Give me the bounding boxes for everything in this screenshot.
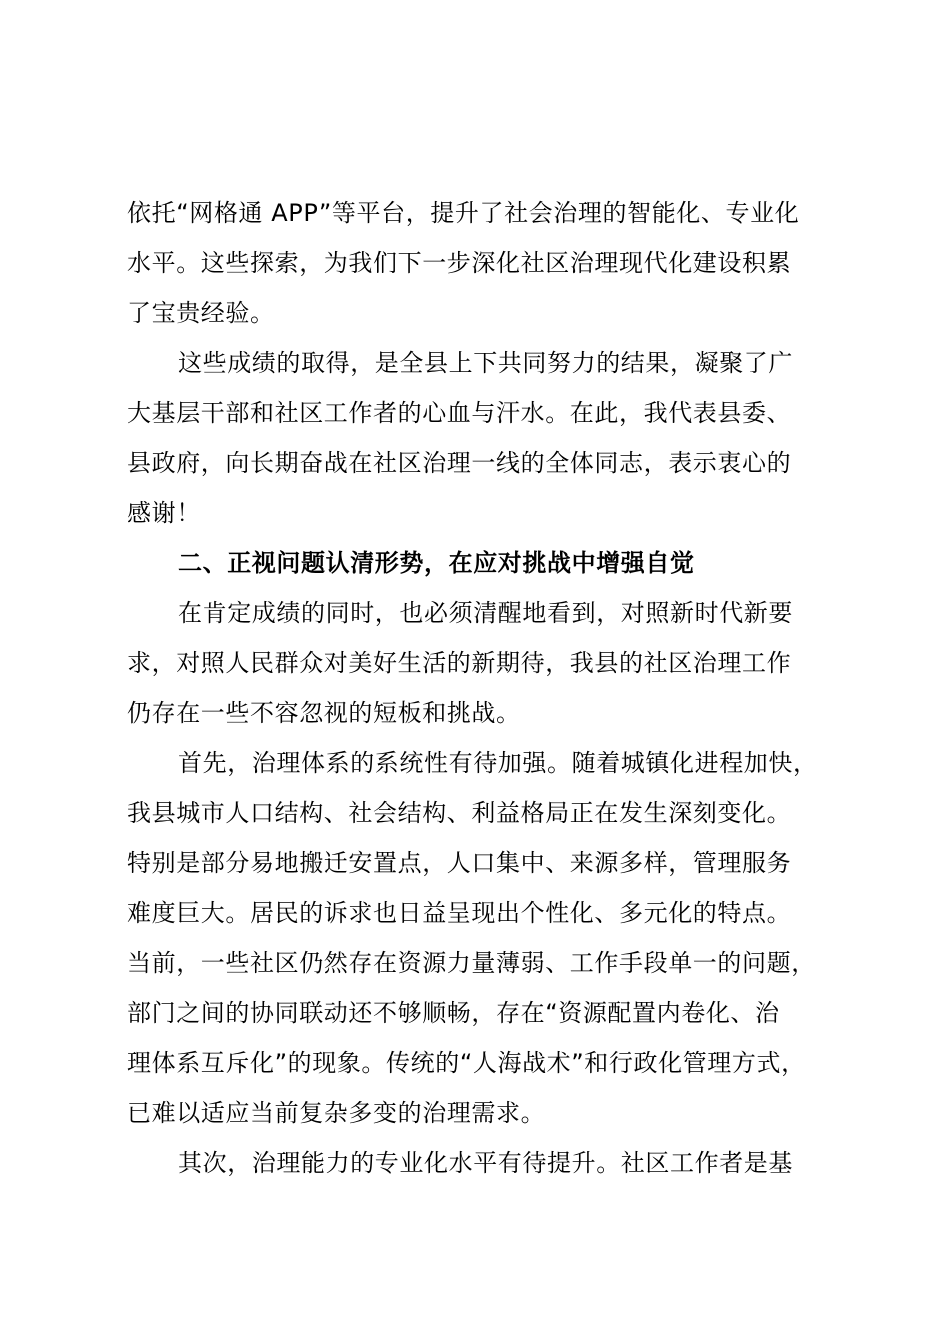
section-heading: 二、正视问题认清形势，在应对挑战中增强自觉	[178, 549, 695, 577]
text-line: 这些成绩的取得，是全县上下共同努力的结果，凝聚了广	[178, 349, 793, 377]
text-line: 特别是部分易地搬迁安置点，人口集中、来源多样，管理服务	[127, 849, 792, 877]
text-line: 大基层干部和社区工作者的心血与汗水。在此，我代表县委、	[127, 399, 792, 427]
text-line: 感谢！	[127, 499, 201, 527]
text-line: 难度巨大。居民的诉求也日益呈现出个性化、多元化的特点。	[127, 899, 792, 927]
text-line: 县政府，向长期奋战在社区治理一线的全体同志，表示衷心的	[127, 449, 792, 477]
text-line: 首先，治理体系的系统性有待加强。随着城镇化进程加快，	[178, 749, 818, 777]
text-line: 了宝贵经验。	[127, 299, 275, 327]
text-line: 水平。这些探索，为我们下一步深化社区治理现代化建设积累	[127, 249, 792, 277]
text-line: 其次，治理能力的专业化水平有待提升。社区工作者是基	[178, 1149, 793, 1177]
text-line: 当前，一些社区仍然存在资源力量薄弱、工作手段单一的问题，	[127, 949, 816, 977]
text-line: 在肯定成绩的同时，也必须清醒地看到，对照新时代新要	[178, 599, 793, 627]
text-line: 部门之间的协同联动还不够顺畅，存在“资源配置内卷化、治	[127, 999, 780, 1027]
text-line: 已难以适应当前复杂多变的治理需求。	[127, 1099, 546, 1127]
text-line: 求，对照人民群众对美好生活的新期待，我县的社区治理工作	[127, 649, 792, 677]
text-line: 理体系互斥化”的现象。传统的“人海战术”和行政化管理方式，	[127, 1049, 806, 1077]
text-line: 我县城市人口结构、社会结构、利益格局正在发生深刻变化。	[127, 799, 792, 827]
text-line: 仍存在一些不容忽视的短板和挑战。	[127, 699, 521, 727]
text-line: 依托“网格通 APP”等平台，提升了社会治理的智能化、专业化	[127, 199, 800, 227]
